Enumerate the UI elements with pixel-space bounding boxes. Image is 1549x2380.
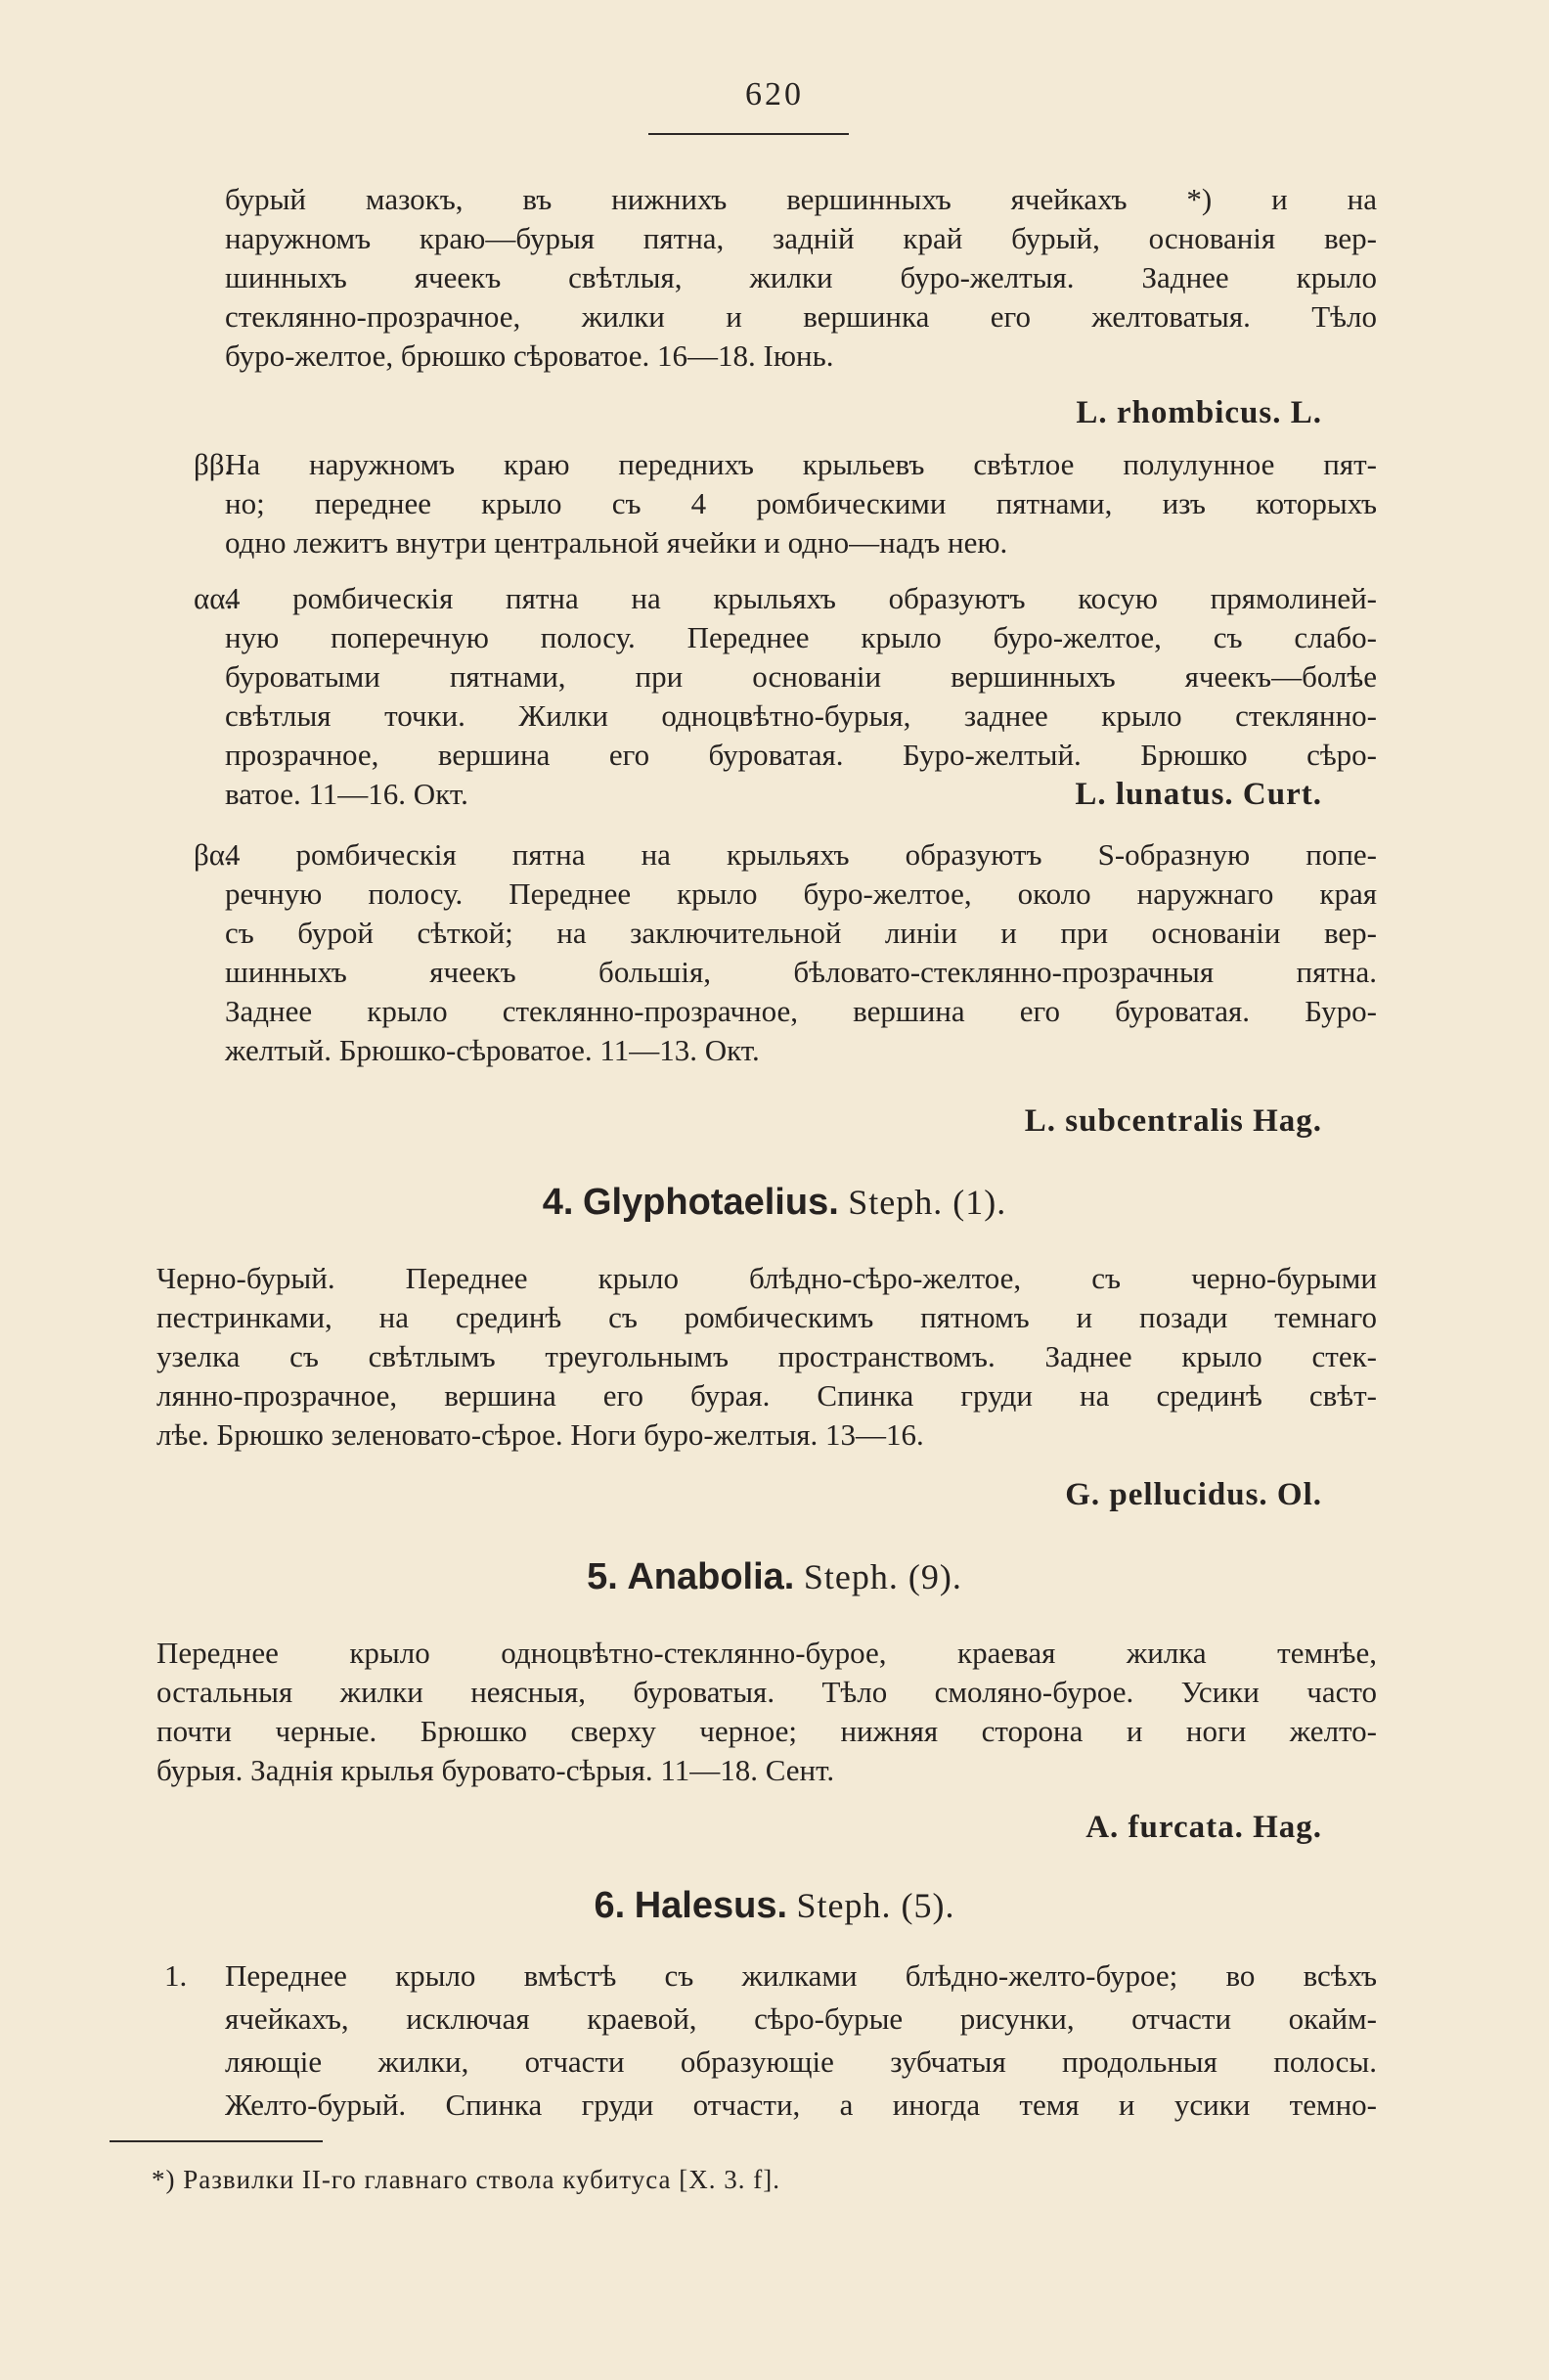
genus-number: 6. [594, 1885, 626, 1926]
text-line: остальныя жилки неясныя, буроватыя. Тѣло смоляно-бурое. Усики часто [156, 1675, 1377, 1709]
text-line: стеклянно-прозрачное, жилки и вершинка его желтоватыя. Тѣло [225, 299, 1377, 334]
text-line: Заднее крыло стеклянно-прозрачное, вершина его буроватая. Буро- [225, 994, 1377, 1028]
species-name: A. furcata. Hag. [1085, 1810, 1322, 1845]
text-line: речную полосу. Переднее крыло буро-желтое, около наружнаго края [225, 876, 1377, 911]
text-line: прозрачное, вершина его буроватая. Буро-желтый. Брюшко сѣро- [225, 738, 1377, 772]
genus-name: Glyphotaelius. [582, 1182, 839, 1223]
key-marker: αα. [194, 581, 234, 615]
genus-author: Steph. (1). [848, 1183, 1007, 1222]
key-marker: βα. [194, 837, 233, 872]
text-line: одно лежитъ внутри центральной ячейки и одно—надъ нею. [225, 525, 1008, 560]
text-line: шинныхъ ячеекъ свѣтлыя, жилки буро-желтыя. Заднее крыло [225, 260, 1377, 294]
text-line: буроватыми пятнами, при основаніи вершинныхъ ячеекъ—болѣе [225, 659, 1377, 694]
genus-author: Steph. (9). [803, 1557, 962, 1596]
text-line: Переднее крыло одноцвѣтно-стеклянно-бурое, краевая жилка темнѣе, [156, 1636, 1377, 1670]
text-line: шинныхъ ячеекъ большія, бѣловато-стеклянно-прозрачныя пятна. [225, 955, 1377, 989]
text-line: узелка съ свѣтлымъ треугольнымъ пространствомъ. Заднее крыло стек- [156, 1339, 1377, 1373]
text-line: ватое. 11—16. Окт. [225, 777, 468, 811]
page-number: 620 [745, 76, 804, 112]
text-line: пестринками, на срединѣ съ ромбическимъ пятномъ и позади темнаго [156, 1300, 1377, 1334]
key-marker: ββ. [194, 447, 233, 481]
footnote: *) Развилки II-го главнаго ствола кубитуса [X. 3. f]. [152, 2165, 780, 2194]
species-name: G. pellucidus. Ol. [1065, 1477, 1322, 1512]
text-line: Переднее крыло вмѣстѣ съ жилками блѣдно-желто-бурое; во всѣхъ [225, 1958, 1377, 1993]
text-line: буро-желтое, брюшко сѣроватое. 16—18. Іюнь. [225, 338, 834, 373]
text-line: свѣтлыя точки. Жилки одноцвѣтно-бурыя, заднее крыло стеклянно- [225, 698, 1377, 733]
footnote-rule [110, 2140, 323, 2142]
text-line: наружномъ краю—бурыя пятна, задній край бурый, основанія вер- [225, 221, 1377, 255]
text-line: Желто-бурый. Спинка груди отчасти, а иногда темя и усики темно- [225, 2088, 1377, 2122]
genus-author: Steph. (5). [796, 1886, 955, 1925]
text-line: но; переднее крыло съ 4 ромбическими пятнами, изъ которыхъ [225, 486, 1377, 520]
text-line: ляющіе жилки, отчасти образующіе зубчатыя продольныя полосы. [225, 2044, 1377, 2079]
species-name: L. subcentralis Hag. [1024, 1103, 1322, 1139]
text-line: На наружномъ краю переднихъ крыльевъ свѣтлое полулунное пят- [225, 447, 1377, 481]
text-line: бурый мазокъ, въ нижнихъ вершинныхъ ячейкахъ *) и на [225, 182, 1377, 216]
text-line: бурыя. Заднія крылья буровато-сѣрыя. 11—18. Сент. [156, 1753, 835, 1787]
text-line: 4 ромбическія пятна на крыльяхъ образуютъ косую прямолиней- [225, 581, 1377, 615]
genus-heading [0, 1553, 1549, 1600]
page-number-rule [648, 133, 849, 135]
text-line: лянно-прозрачное, вершина его бурая. Спинка груди на срединѣ свѣт- [156, 1378, 1377, 1413]
genus-name: Halesus. [634, 1885, 788, 1926]
genus-number: 5. [587, 1556, 618, 1597]
text-line: желтый. Брюшко-сѣроватое. 11—13. Окт. [225, 1033, 760, 1067]
species-name: L. rhombicus. L. [1076, 395, 1322, 430]
species-name: L. lunatus. Curt. [1075, 777, 1322, 812]
text-line: ячейкахъ, исключая краевой, сѣро-бурые рисунки, отчасти окайм- [225, 2001, 1377, 2036]
text-line: ную поперечную полосу. Переднее крыло буро-желтое, съ слабо- [225, 620, 1377, 654]
text-line: лѣе. Брюшко зеленовато-сѣрое. Ноги буро-желтыя. 13—16. [156, 1417, 924, 1452]
key-marker: 1. [164, 1958, 188, 1993]
genus-heading [0, 1179, 1549, 1226]
genus-number: 4. [542, 1182, 574, 1223]
text-line: 4 ромбическія пятна на крыльяхъ образуютъ S-образную попе- [225, 837, 1377, 872]
text-line: Черно-бурый. Переднее крыло блѣдно-сѣро-желтое, съ черно-бурыми [156, 1261, 1377, 1295]
genus-name: Anabolia. [627, 1556, 795, 1597]
text-line: съ бурой сѣткой; на заключительной линіи и при основаніи вер- [225, 916, 1377, 950]
genus-heading [0, 1882, 1549, 1929]
text-line: почти черные. Брюшко сверху черное; нижняя сторона и ноги желто- [156, 1714, 1377, 1748]
